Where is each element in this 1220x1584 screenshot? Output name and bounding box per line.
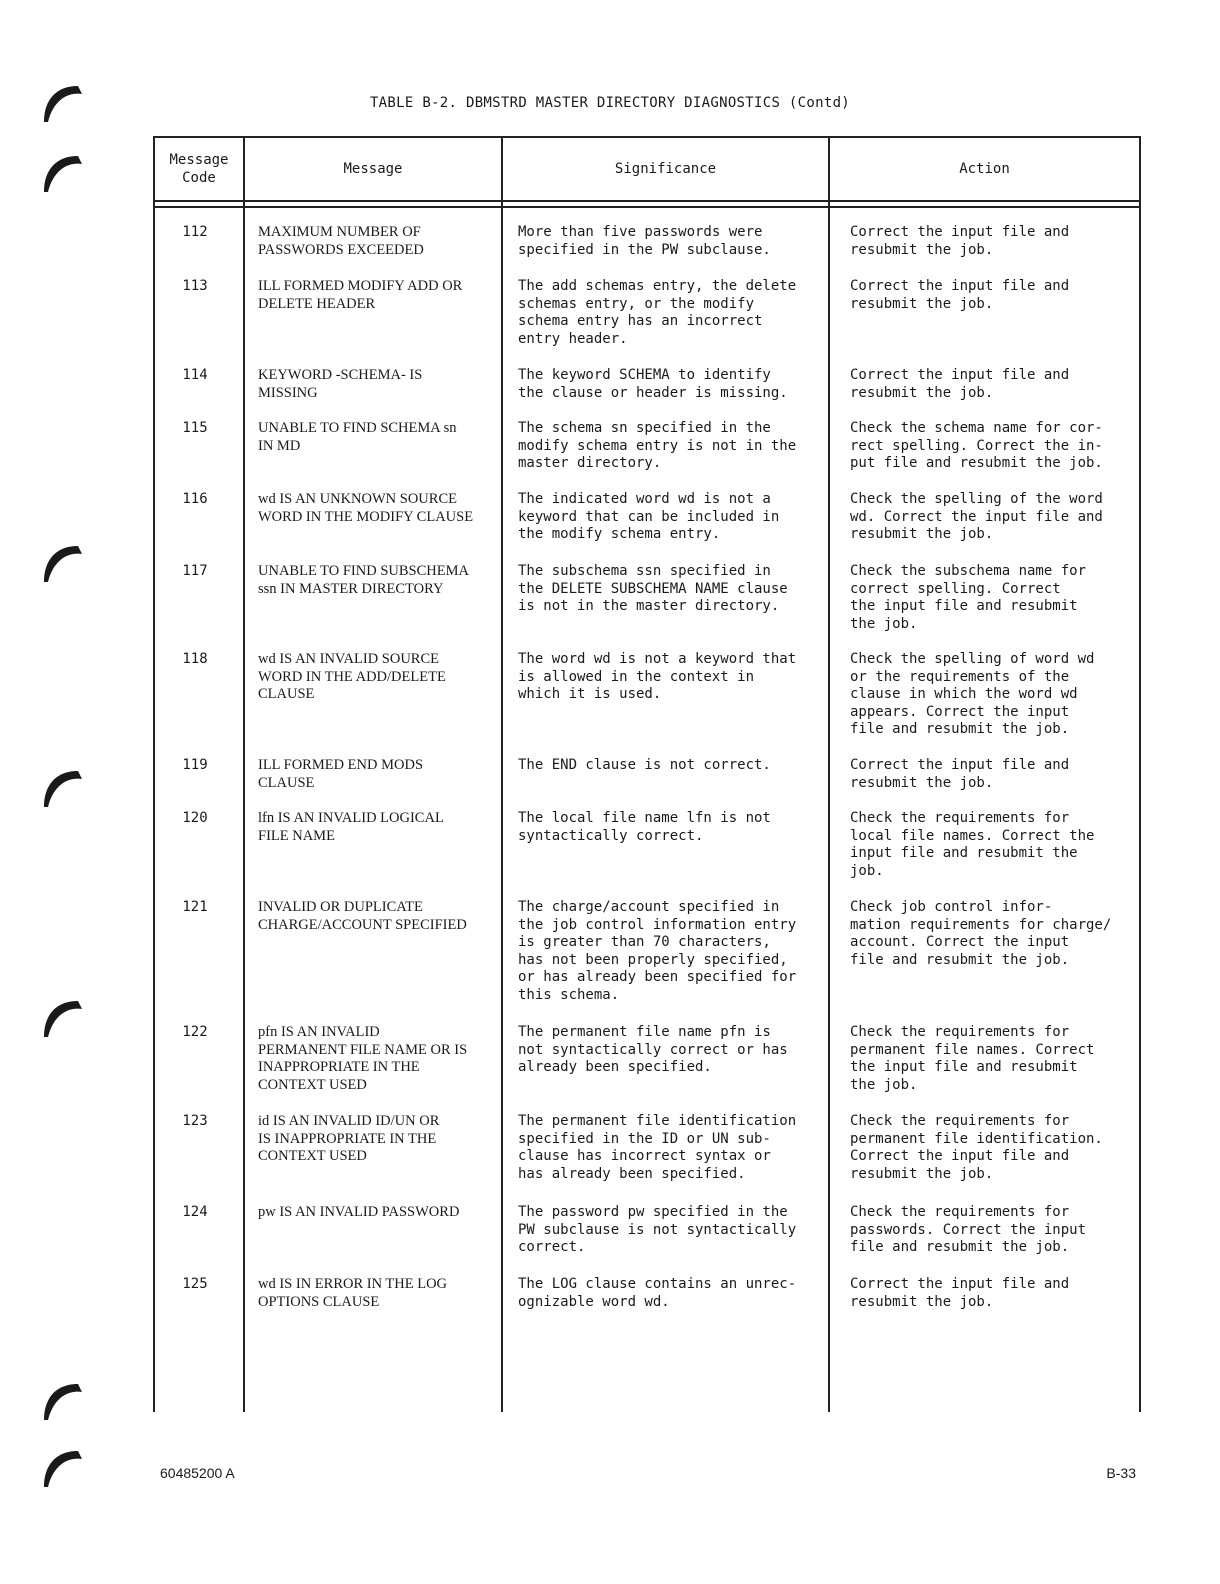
page-number: B-33 [1106,1465,1136,1481]
punch-hole-icon [40,150,86,196]
significance-text: The local file name lfn is not syntactically correct. [518,810,771,844]
message-code: 123 [182,1113,208,1129]
message-text: wd IS AN INVALID SOURCE WORD IN THE ADD/DELETE CLAUSE [258,651,446,702]
significance-text: The indicated word wd is not a keyword that can be included in the modify schema entry. [518,491,780,542]
significance-text: The LOG clause contains an unrec- ognizable word wd. [518,1276,797,1310]
message-text: lfn IS AN INVALID LOGICAL FILE NAME [258,810,444,844]
message-code: 115 [182,420,208,436]
action-text: Check the schema name for cor- rect spelling. Correct the in- put file and resubmit the job. [850,420,1103,471]
header-code: Message Code [169,152,229,186]
action-text: Check the requirements for passwords. Correct the input file and resubmit the job. [850,1204,1087,1255]
header-rule [153,200,1141,202]
message-text: ILL FORMED END MODS CLAUSE [258,757,424,791]
action-text: Check the requirements for permanent file identification. Correct the input file and resubmit the job. [850,1113,1103,1182]
significance-text: More than five passwords were specified in the PW subclause. [518,224,771,258]
action-text: Correct the input file and resubmit the job. [850,278,1070,312]
punch-hole-icon [40,995,86,1041]
message-text: wd IS IN ERROR IN THE LOG OPTIONS CLAUSE [258,1276,448,1310]
punch-hole-icon [40,1445,86,1491]
message-text: KEYWORD -SCHEMA- IS MISSING [258,367,423,401]
message-code: 119 [182,757,208,773]
message-code: 114 [182,367,208,383]
punch-hole-icon [40,1378,86,1424]
header-message: Message [343,161,403,177]
significance-text: The subschema ssn specified in the DELETE SUBSCHEMA NAME clause is not in the master directory. [518,563,788,614]
significance-text: The permanent file identification specified in the ID or UN sub- clause has incorrect syntax or has already been specified. [518,1113,797,1182]
header-action: Action [959,161,1010,177]
action-text: Correct the input file and resubmit the job. [850,367,1070,401]
action-text: Check the spelling of the word wd. Correct the input file and resubmit the job. [850,491,1103,542]
message-text: wd IS AN UNKNOWN SOURCE WORD IN THE MODIFY CLAUSE [258,491,474,525]
message-code: 122 [182,1024,208,1040]
message-code: 118 [182,651,208,667]
action-text: Check the requirements for permanent file names. Correct the input file and resubmit the job. [850,1024,1095,1093]
message-text: id IS AN INVALID ID/UN OR IS INAPPROPRIATE IN THE CONTEXT USED [258,1113,440,1164]
significance-text: The keyword SCHEMA to identify the clause or header is missing. [518,367,788,401]
header-significance: Significance [614,161,717,177]
significance-text: The permanent file name pfn is not syntactically correct or has already been specified. [518,1024,788,1075]
message-code: 125 [182,1276,208,1292]
significance-text: The password pw specified in the PW subclause is not syntactically correct. [518,1204,797,1255]
significance-text: The charge/account specified in the job control information entry is greater than 70 characters, has not been properly specified, or has already been specified for this schema. [518,899,797,1003]
message-code: 117 [182,563,208,579]
action-text: Check the requirements for local file names. Correct the input file and resubmit the job. [850,810,1095,879]
significance-text: The word wd is not a keyword that is allowed in the context in which it is used. [518,651,797,702]
significance-text: The END clause is not correct. [518,757,771,773]
message-text: pw IS AN INVALID PASSWORD [258,1204,460,1220]
action-text: Correct the input file and resubmit the job. [850,1276,1070,1310]
message-code: 112 [182,224,208,240]
significance-text: The add schemas entry, the delete schemas entry, or the modify schema entry has an incorrect entry header. [518,278,797,347]
punch-hole-icon [40,765,86,811]
column-divider [501,136,503,1412]
document-number: 60485200 A [160,1465,235,1481]
message-text: MAXIMUM NUMBER OF PASSWORDS EXCEEDED [258,224,424,258]
column-divider [828,136,830,1412]
message-code: 120 [182,810,208,826]
message-text: UNABLE TO FIND SUBSCHEMA ssn IN MASTER DIRECTORY [258,563,469,597]
message-code: 121 [182,899,208,915]
header-rule [153,206,1141,208]
message-text: UNABLE TO FIND SCHEMA sn IN MD [258,420,457,454]
significance-text: The schema sn specified in the modify schema entry is not in the master directory. [518,420,797,471]
message-text: ILL FORMED MODIFY ADD OR DELETE HEADER [258,278,463,312]
action-text: Check job control infor- mation requirements for charge/ account. Correct the input file and resubmit the job. [850,899,1112,968]
message-text: INVALID OR DUPLICATE CHARGE/ACCOUNT SPECIFIED [258,899,467,933]
punch-hole-icon [40,540,86,586]
action-text: Correct the input file and resubmit the job. [850,757,1070,791]
message-code: 116 [182,491,208,507]
table-title: TABLE B-2. DBMSTRD MASTER DIRECTORY DIAGNOSTICS (Contd) [369,95,851,111]
action-text: Correct the input file and resubmit the job. [850,224,1070,258]
message-code: 124 [182,1204,208,1220]
action-text: Check the spelling of word wd or the requirements of the clause in which the word wd appears. Correct the input file and resubmit the job. [850,651,1095,737]
action-text: Check the subschema name for correct spelling. Correct the input file and resubmit the job. [850,563,1087,632]
column-divider [243,136,245,1412]
message-text: pfn IS AN INVALID PERMANENT FILE NAME OR IS INAPPROPRIATE IN THE CONTEXT USED [258,1024,468,1093]
message-code: 113 [182,278,208,294]
